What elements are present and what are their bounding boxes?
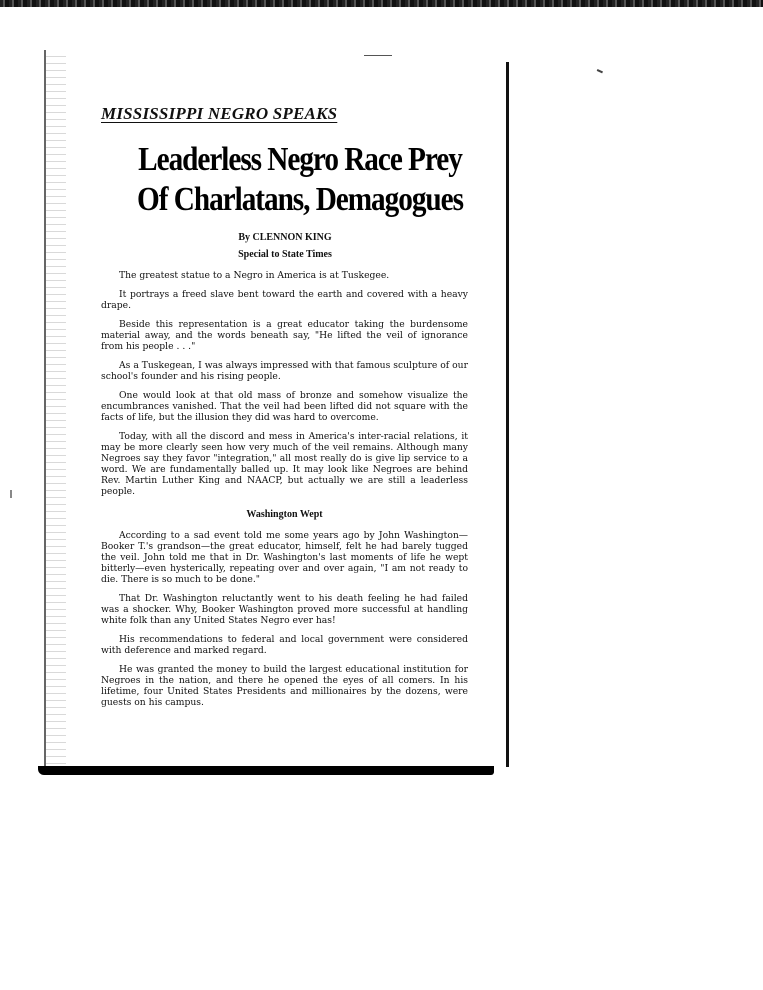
- article-paragraph: Beside this representation is a great educator taking the burdensome material away, and the words beneath say, "He lifted the veil of ignorance from his people . . .": [101, 319, 468, 352]
- article-paragraph: He was granted the money to build the largest educational institution for Negroes in the nation, and there he opened the eyes of all comers. In his lifetime, four United States Presidents and millionaires by the dozens, were guests on his campus.: [101, 664, 468, 708]
- article-paragraph: His recommendations to federal and local government were considered with deference and marked regard.: [101, 634, 468, 656]
- top-dash-mark: [364, 55, 392, 56]
- headline: [111, 140, 489, 220]
- article-body: [101, 270, 468, 716]
- article-paragraph: One would look at that old mass of bronze and somehow visualize the encumbrances vanished. That the veil had been lifted did not square with the facts of life, but the illusion they did was hard to overcome.: [101, 390, 468, 423]
- article-paragraph: As a Tuskegean, I was always impressed with that famous sculpture of our school's founder and his rising people.: [101, 360, 468, 382]
- left-margin-scan-edge: [44, 50, 66, 770]
- bottom-column-rule: [38, 766, 494, 775]
- kicker-heading: MISSISSIPPI NEGRO SPEAKS: [101, 104, 338, 123]
- article-paragraph: Today, with all the discord and mess in America's inter-racial relations, it may be more clearly seen how very much of the veil remains. Although many Negroes say they favor "integration," all most really do is give lip service to a word. We are fundamentally balled up. It may look like Negroes are behind Rev. Martin Luther King and NAACP, but actually we are still a leaderless people.: [101, 431, 468, 497]
- top-border-rule: [0, 0, 763, 7]
- byline-dateline: Special to State Times: [238, 249, 332, 260]
- scan-speck: [10, 490, 12, 498]
- article-paragraph: That Dr. Washington reluctantly went to his death feeling he had failed was a shocker. Why, Booker Washington proved more successful at handling white folk than any United States Negro ever has!: [101, 593, 468, 626]
- byline-block: [100, 230, 470, 264]
- headline-line-1: Leaderless Negro Race Prey: [138, 141, 462, 178]
- article-paragraph: According to a sad event told me some years ago by John Washington—Booker T.'s grandson—the great educator, himself, felt he had barely tugged the veil. John told me that in Dr. Washington's last moments of life he wept bitterly—even hysterically, repeating over and over again, "I am not ready to die. There is so much to be done.": [101, 530, 468, 585]
- article-paragraph: The greatest statue to a Negro in America is at Tuskegee.: [119, 270, 390, 281]
- headline-line-2: Of Charlatans, Demagogues: [137, 181, 463, 218]
- section-subhead: Washington Wept: [246, 509, 323, 520]
- corner-scan-mark: [595, 69, 603, 77]
- right-column-rule: [506, 62, 509, 767]
- byline-author: By CLENNON KING: [238, 232, 332, 243]
- article-paragraph: It portrays a freed slave bent toward the earth and covered with a heavy drape.: [101, 289, 468, 311]
